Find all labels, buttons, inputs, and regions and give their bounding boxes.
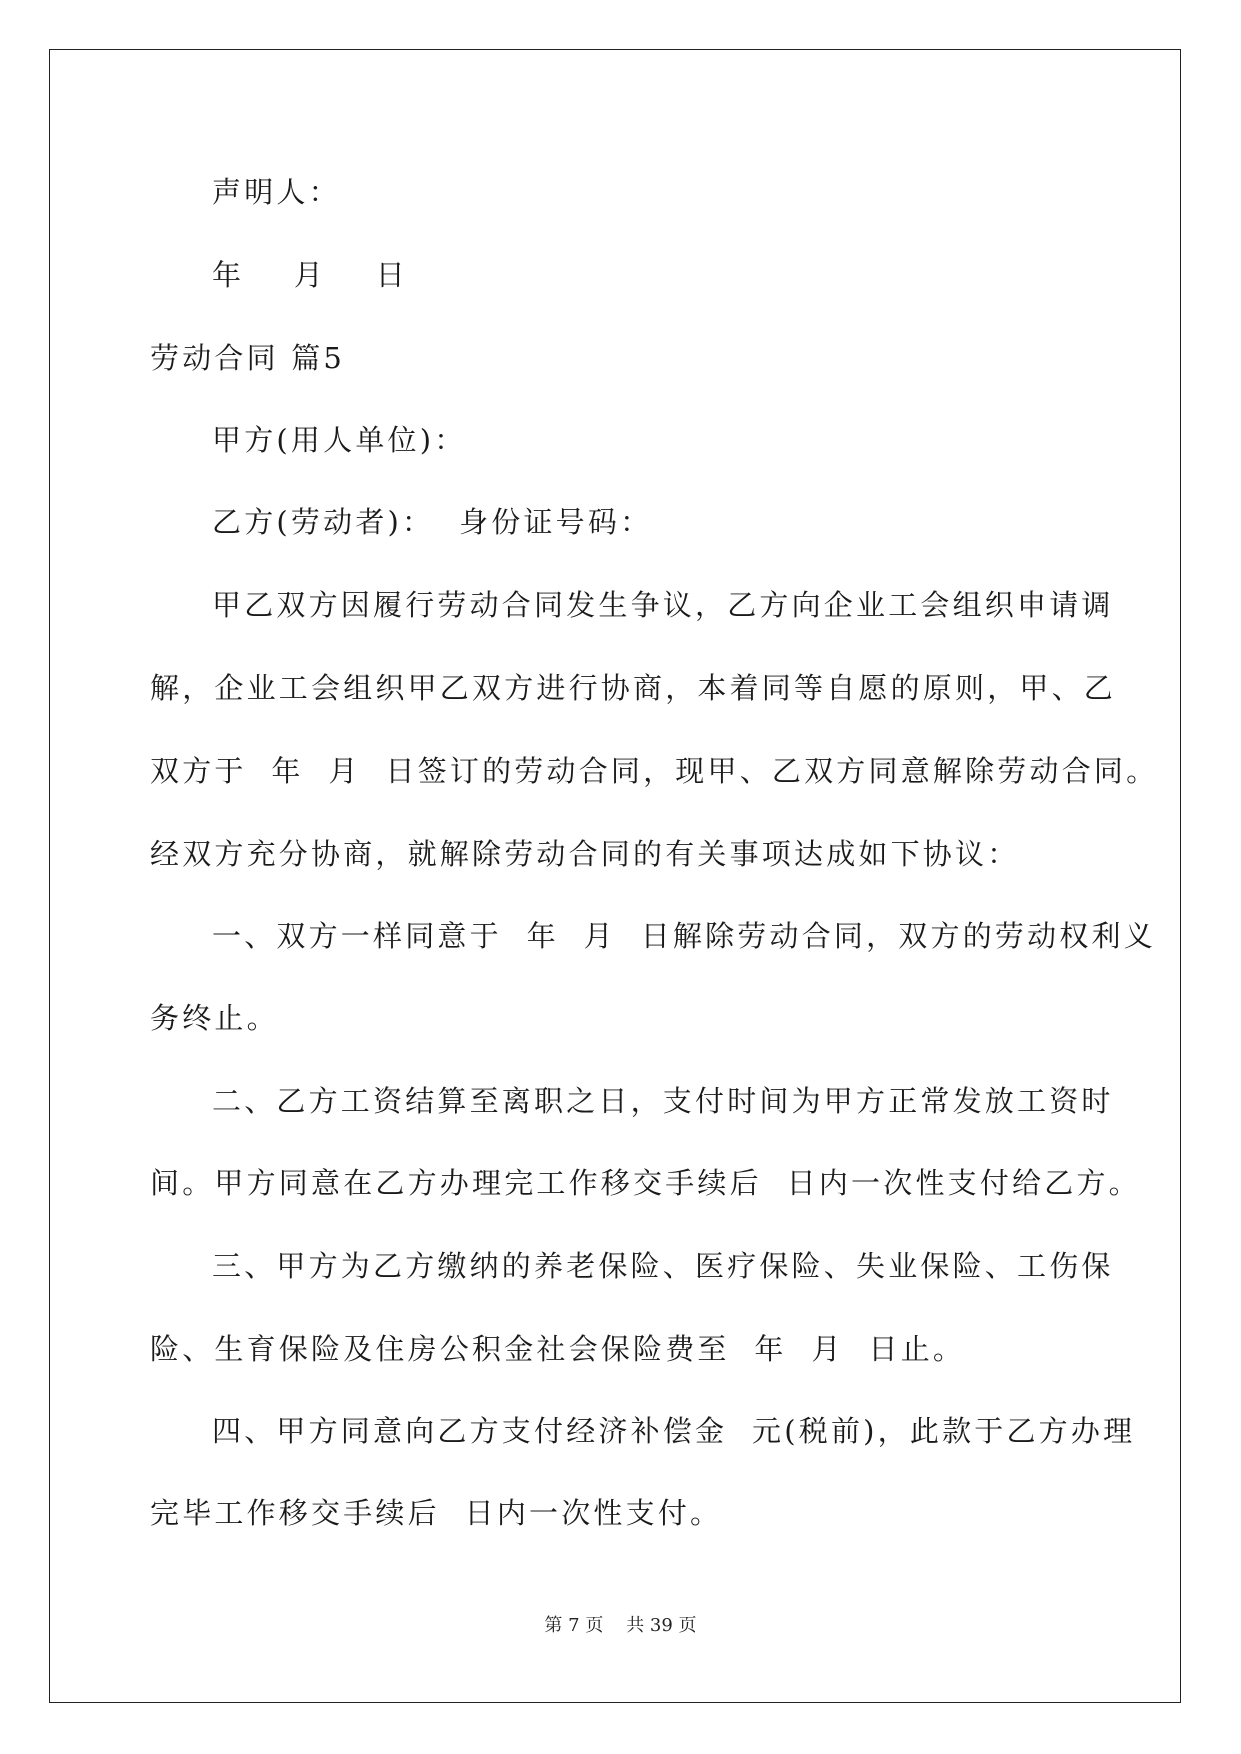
clause-line: 务终止。 [150,1001,279,1035]
party-b-label: 乙方(劳动者)： 身份证号码： [212,505,653,539]
clause-line: 险、生育保险及住房公积金社会保险费至 年 月 日止。 [150,1332,966,1366]
clause-line: 一、双方一样同意于 年 月 日解除劳动合同，双方的劳动权利义 [212,919,1156,953]
clause-line: 间。甲方同意在乙方办理完工作移交手续后 日内一次性支付给乙方。 [150,1166,1141,1200]
paragraph-line: 解，企业工会组织甲乙双方进行协商，本着同等自愿的原则，甲、乙 [150,671,1117,705]
signature-label: 声明人： [212,175,341,209]
page-border [49,49,1181,1703]
date-line: 年 月 日 [212,258,408,292]
paragraph-line: 经双方充分协商，就解除劳动合同的有关事项达成如下协议： [150,837,1020,871]
clause-line: 二、乙方工资结算至离职之日，支付时间为甲方正常发放工资时 [212,1084,1114,1118]
paragraph-line: 甲乙双方因履行劳动合同发生争议，乙方向企业工会组织申请调 [212,588,1114,622]
paragraph-line: 双方于 年 月 日签订的劳动合同，现甲、乙双方同意解除劳动合同。 [150,754,1159,788]
page-number-footer: 第 7 页 共 39 页 [544,1615,697,1636]
section-title: 劳动合同 篇5 [150,341,346,375]
party-a-label: 甲方(用人单位)： [212,423,467,457]
clause-line: 四、甲方同意向乙方支付经济补偿金 元(税前)，此款于乙方办理 [212,1414,1136,1448]
clause-line: 三、甲方为乙方缴纳的养老保险、医疗保险、失业保险、工伤保 [212,1249,1114,1283]
clause-line: 完毕工作移交手续后 日内一次性支付。 [150,1496,723,1530]
